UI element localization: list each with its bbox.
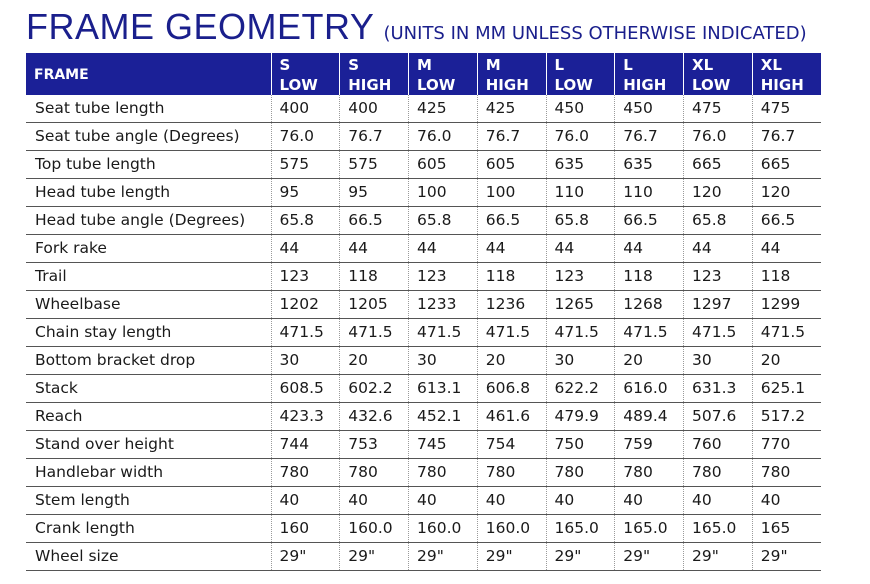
cell-value: 20 [615, 347, 684, 375]
cell-value: 165.0 [615, 515, 684, 543]
cell-value: 475 [684, 95, 753, 123]
row-label: Handlebar width [26, 459, 271, 487]
table-body [26, 95, 821, 571]
row-label: Wheelbase [26, 291, 271, 319]
size-header [684, 53, 753, 95]
cell-value: 602.2 [340, 375, 409, 403]
table-row [26, 319, 821, 347]
cell-value: 452.1 [409, 403, 478, 431]
cell-value: 461.6 [477, 403, 546, 431]
cell-value: 507.6 [684, 403, 753, 431]
cell-value: 631.3 [684, 375, 753, 403]
cell-value: 65.8 [271, 207, 340, 235]
row-label: Seat tube angle (Degrees) [26, 123, 271, 151]
cell-value: 432.6 [340, 403, 409, 431]
row-label: Stack [26, 375, 271, 403]
cell-value: 613.1 [409, 375, 478, 403]
table-row [26, 95, 821, 123]
cell-value: 780 [477, 459, 546, 487]
cell-value: 780 [409, 459, 478, 487]
cell-value: 471.5 [615, 319, 684, 347]
row-label: Fork rake [26, 235, 271, 263]
cell-value: 120 [752, 179, 821, 207]
size-variant: LOW [554, 76, 593, 94]
cell-value: 30 [271, 347, 340, 375]
cell-value: 1297 [684, 291, 753, 319]
cell-value: 44 [477, 235, 546, 263]
cell-value: 44 [409, 235, 478, 263]
cell-value: 29" [752, 543, 821, 571]
size-variant: HIGH [485, 76, 529, 94]
row-label: Head tube angle (Degrees) [26, 207, 271, 235]
cell-value: 780 [546, 459, 615, 487]
table-row [26, 543, 821, 571]
title-main: FRAME GEOMETRY [26, 6, 375, 47]
size-label: S [279, 56, 291, 74]
row-label: Chain stay length [26, 319, 271, 347]
cell-value: 160 [271, 515, 340, 543]
table-row [26, 403, 821, 431]
geometry-table [26, 53, 821, 571]
cell-value: 753 [340, 431, 409, 459]
cell-value: 1265 [546, 291, 615, 319]
row-label: Bottom bracket drop [26, 347, 271, 375]
row-label: Seat tube length [26, 95, 271, 123]
cell-value: 471.5 [409, 319, 478, 347]
cell-value: 40 [477, 487, 546, 515]
table-row [26, 459, 821, 487]
cell-value: 44 [615, 235, 684, 263]
table-row [26, 487, 821, 515]
table-row [26, 123, 821, 151]
cell-value: 160.0 [477, 515, 546, 543]
cell-value: 745 [409, 431, 478, 459]
cell-value: 1205 [340, 291, 409, 319]
cell-value: 76.0 [684, 123, 753, 151]
cell-value: 608.5 [271, 375, 340, 403]
cell-value: 76.0 [546, 123, 615, 151]
table-row [26, 291, 821, 319]
cell-value: 123 [684, 263, 753, 291]
page-title [26, 6, 807, 48]
cell-value: 616.0 [615, 375, 684, 403]
cell-value: 489.4 [615, 403, 684, 431]
cell-value: 780 [684, 459, 753, 487]
cell-value: 606.8 [477, 375, 546, 403]
cell-value: 65.8 [684, 207, 753, 235]
cell-value: 575 [340, 151, 409, 179]
header-row [26, 53, 821, 95]
size-variant: HIGH [623, 76, 667, 94]
cell-value: 635 [546, 151, 615, 179]
cell-value: 1299 [752, 291, 821, 319]
size-variant: LOW [279, 76, 318, 94]
size-label: L [554, 56, 565, 74]
size-variant: LOW [417, 76, 456, 94]
cell-value: 40 [615, 487, 684, 515]
size-label: XL [760, 56, 782, 74]
size-header [409, 53, 478, 95]
table-row [26, 347, 821, 375]
cell-value: 30 [684, 347, 753, 375]
size-variant: LOW [692, 76, 731, 94]
cell-value: 400 [340, 95, 409, 123]
cell-value: 44 [271, 235, 340, 263]
cell-value: 95 [271, 179, 340, 207]
cell-value: 1233 [409, 291, 478, 319]
cell-value: 471.5 [340, 319, 409, 347]
cell-value: 66.5 [340, 207, 409, 235]
cell-value: 118 [615, 263, 684, 291]
cell-value: 40 [546, 487, 615, 515]
size-header [752, 53, 821, 95]
cell-value: 40 [752, 487, 821, 515]
cell-value: 400 [271, 95, 340, 123]
cell-value: 1202 [271, 291, 340, 319]
row-label: Crank length [26, 515, 271, 543]
cell-value: 40 [340, 487, 409, 515]
size-header [546, 53, 615, 95]
size-header [615, 53, 684, 95]
table-row [26, 235, 821, 263]
cell-value: 450 [546, 95, 615, 123]
cell-value: 759 [615, 431, 684, 459]
cell-value: 76.7 [477, 123, 546, 151]
cell-value: 780 [340, 459, 409, 487]
size-label: M [485, 56, 501, 74]
cell-value: 29" [615, 543, 684, 571]
cell-value: 425 [409, 95, 478, 123]
cell-value: 605 [477, 151, 546, 179]
cell-value: 76.7 [752, 123, 821, 151]
cell-value: 475 [752, 95, 821, 123]
cell-value: 65.8 [409, 207, 478, 235]
cell-value: 165.0 [684, 515, 753, 543]
cell-value: 622.2 [546, 375, 615, 403]
cell-value: 118 [477, 263, 546, 291]
size-label: L [623, 56, 633, 74]
cell-value: 471.5 [271, 319, 340, 347]
row-label: Trail [26, 263, 271, 291]
size-label: XL [692, 56, 714, 74]
row-label: Top tube length [26, 151, 271, 179]
cell-value: 118 [340, 263, 409, 291]
size-header [271, 53, 340, 95]
cell-value: 479.9 [546, 403, 615, 431]
cell-value: 20 [752, 347, 821, 375]
cell-value: 665 [684, 151, 753, 179]
cell-value: 65.8 [546, 207, 615, 235]
cell-value: 40 [409, 487, 478, 515]
cell-value: 123 [546, 263, 615, 291]
cell-value: 780 [271, 459, 340, 487]
frame-header: FRAME [26, 53, 271, 95]
cell-value: 425 [477, 95, 546, 123]
size-label: M [417, 56, 432, 74]
cell-value: 66.5 [477, 207, 546, 235]
title-subtitle: (UNITS IN MM UNLESS OTHERWISE INDICATED) [383, 23, 807, 44]
cell-value: 29" [340, 543, 409, 571]
cell-value: 605 [409, 151, 478, 179]
cell-value: 44 [752, 235, 821, 263]
size-label: S [348, 56, 360, 74]
cell-value: 110 [546, 179, 615, 207]
cell-value: 76.7 [615, 123, 684, 151]
cell-value: 29" [477, 543, 546, 571]
cell-value: 1268 [615, 291, 684, 319]
size-header [340, 53, 409, 95]
cell-value: 76.0 [409, 123, 478, 151]
cell-value: 40 [684, 487, 753, 515]
cell-value: 44 [340, 235, 409, 263]
cell-value: 760 [684, 431, 753, 459]
table-row [26, 263, 821, 291]
cell-value: 76.7 [340, 123, 409, 151]
table-row [26, 207, 821, 235]
cell-value: 29" [271, 543, 340, 571]
cell-value: 575 [271, 151, 340, 179]
table-row [26, 179, 821, 207]
cell-value: 635 [615, 151, 684, 179]
size-variant: HIGH [348, 76, 392, 94]
cell-value: 123 [409, 263, 478, 291]
size-variant: HIGH [760, 76, 804, 94]
row-label: Stem length [26, 487, 271, 515]
table-header [26, 53, 821, 95]
row-label: Reach [26, 403, 271, 431]
cell-value: 100 [409, 179, 478, 207]
cell-value: 160.0 [340, 515, 409, 543]
table-row [26, 375, 821, 403]
cell-value: 40 [271, 487, 340, 515]
cell-value: 780 [752, 459, 821, 487]
row-label: Head tube length [26, 179, 271, 207]
table-row [26, 151, 821, 179]
row-label: Wheel size [26, 543, 271, 571]
cell-value: 423.3 [271, 403, 340, 431]
cell-value: 744 [271, 431, 340, 459]
table-row [26, 515, 821, 543]
cell-value: 625.1 [752, 375, 821, 403]
cell-value: 471.5 [477, 319, 546, 347]
cell-value: 665 [752, 151, 821, 179]
cell-value: 780 [615, 459, 684, 487]
cell-value: 100 [477, 179, 546, 207]
cell-value: 20 [477, 347, 546, 375]
cell-value: 110 [615, 179, 684, 207]
cell-value: 29" [684, 543, 753, 571]
cell-value: 450 [615, 95, 684, 123]
row-label: Stand over height [26, 431, 271, 459]
table-row [26, 431, 821, 459]
cell-value: 30 [409, 347, 478, 375]
cell-value: 120 [684, 179, 753, 207]
cell-value: 123 [271, 263, 340, 291]
cell-value: 165.0 [546, 515, 615, 543]
cell-value: 754 [477, 431, 546, 459]
cell-value: 471.5 [546, 319, 615, 347]
cell-value: 44 [684, 235, 753, 263]
size-header [477, 53, 546, 95]
cell-value: 118 [752, 263, 821, 291]
cell-value: 66.5 [615, 207, 684, 235]
cell-value: 76.0 [271, 123, 340, 151]
cell-value: 30 [546, 347, 615, 375]
cell-value: 770 [752, 431, 821, 459]
cell-value: 471.5 [684, 319, 753, 347]
cell-value: 20 [340, 347, 409, 375]
cell-value: 1236 [477, 291, 546, 319]
cell-value: 517.2 [752, 403, 821, 431]
cell-value: 66.5 [752, 207, 821, 235]
cell-value: 95 [340, 179, 409, 207]
cell-value: 29" [409, 543, 478, 571]
cell-value: 750 [546, 431, 615, 459]
cell-value: 471.5 [752, 319, 821, 347]
cell-value: 44 [546, 235, 615, 263]
cell-value: 160.0 [409, 515, 478, 543]
cell-value: 29" [546, 543, 615, 571]
cell-value: 165 [752, 515, 821, 543]
